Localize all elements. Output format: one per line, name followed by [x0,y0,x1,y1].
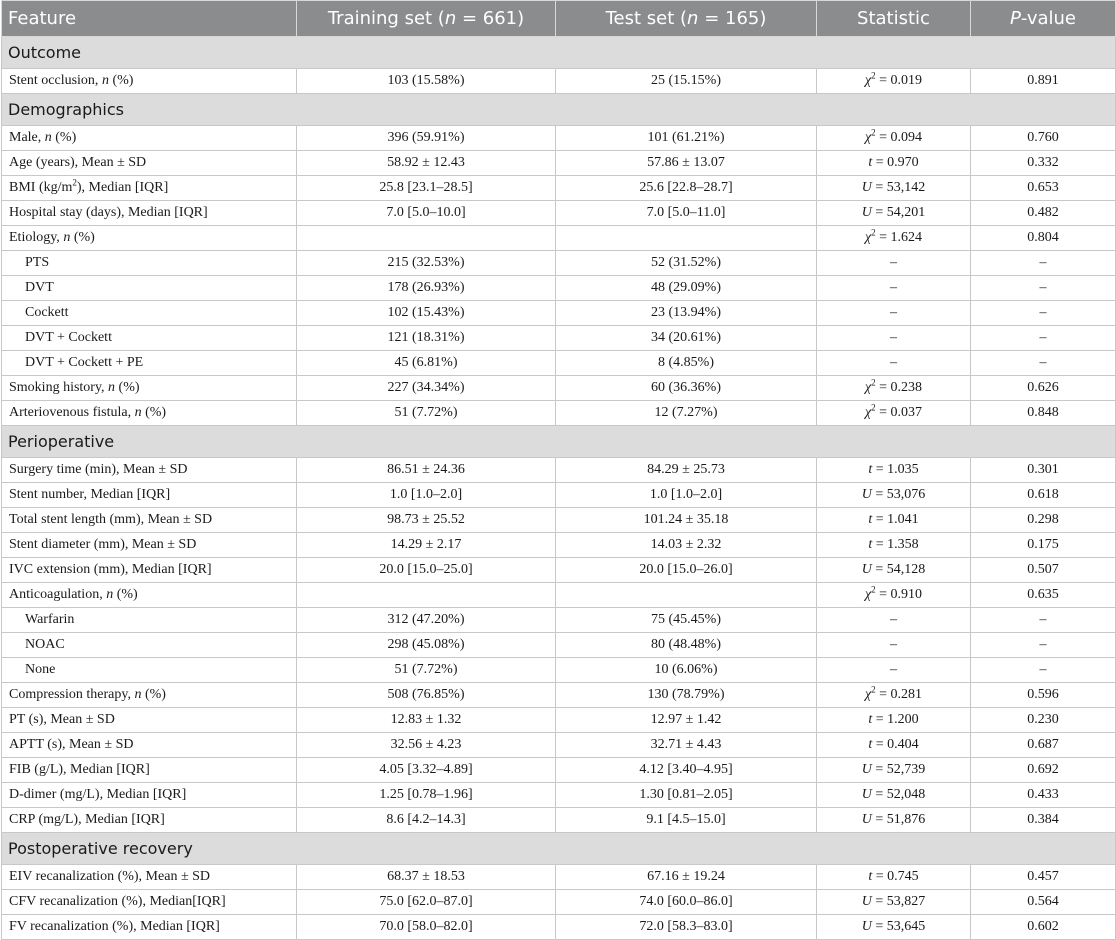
p-value-cell: 0.384 [971,808,1116,833]
feature-cell: APTT (s), Mean ± SD [2,733,297,758]
training-set-cell: 70.0 [58.0–82.0] [297,915,556,940]
table-row [2,708,1116,733]
p-value-cell: 0.298 [971,508,1116,533]
p-value-cell: 0.301 [971,458,1116,483]
statistic-cell: U = 54,128 [817,558,971,583]
table-header-row [2,1,1116,37]
training-set-cell: 20.0 [15.0–25.0] [297,558,556,583]
header-test-set: Test set (n = 165) [556,1,817,37]
test-set-cell: 130 (78.79%) [556,683,817,708]
table-row [2,276,1116,301]
table-row [2,226,1116,251]
statistic-cell: U = 53,645 [817,915,971,940]
table-row [2,865,1116,890]
table-row [2,758,1116,783]
test-set-cell: 84.29 ± 25.73 [556,458,817,483]
p-value-cell: 0.596 [971,683,1116,708]
training-set-cell: 51 (7.72%) [297,658,556,683]
test-set-cell: 14.03 ± 2.32 [556,533,817,558]
test-set-cell: 34 (20.61%) [556,326,817,351]
feature-cell: DVT + Cockett [2,326,297,351]
table-row [2,351,1116,376]
p-value-cell: 0.482 [971,201,1116,226]
training-set-cell: 12.83 ± 1.32 [297,708,556,733]
table-row [2,890,1116,915]
training-set-cell: 1.0 [1.0–2.0] [297,483,556,508]
test-set-cell: 75 (45.45%) [556,608,817,633]
training-set-cell: 298 (45.08%) [297,633,556,658]
p-value-cell: 0.692 [971,758,1116,783]
training-set-cell: 178 (26.93%) [297,276,556,301]
test-set-cell: 72.0 [58.3–83.0] [556,915,817,940]
feature-cell: Age (years), Mean ± SD [2,151,297,176]
training-set-cell: 508 (76.85%) [297,683,556,708]
statistic-cell: t = 1.358 [817,533,971,558]
header-training-set: Training set (n = 661) [297,1,556,37]
section-header-row [2,833,1116,865]
statistic-cell: – [817,658,971,683]
table-row [2,558,1116,583]
feature-cell: Stent occlusion, n (%) [2,69,297,94]
test-set-cell: 25 (15.15%) [556,69,817,94]
feature-cell: Arteriovenous fistula, n (%) [2,401,297,426]
p-value-cell: – [971,351,1116,376]
statistic-cell: – [817,351,971,376]
table-row [2,151,1116,176]
table-row [2,69,1116,94]
test-set-cell: 52 (31.52%) [556,251,817,276]
test-set-cell: 12.97 ± 1.42 [556,708,817,733]
table-row [2,251,1116,276]
feature-cell: CRP (mg/L), Median [IQR] [2,808,297,833]
statistic-cell: t = 1.041 [817,508,971,533]
p-value-cell: 0.564 [971,890,1116,915]
feature-cell: CFV recanalization (%), Median[IQR] [2,890,297,915]
feature-cell: IVC extension (mm), Median [IQR] [2,558,297,583]
statistic-cell: t = 0.745 [817,865,971,890]
p-value-cell: 0.635 [971,583,1116,608]
training-set-cell: 98.73 ± 25.52 [297,508,556,533]
training-set-cell: 215 (32.53%) [297,251,556,276]
test-set-cell: 74.0 [60.0–86.0] [556,890,817,915]
p-value-cell: 0.175 [971,533,1116,558]
statistic-cell: $\chi^2 = 0.094$ [817,126,971,151]
test-set-cell: 12 (7.27%) [556,401,817,426]
statistic-cell: t = 0.404 [817,733,971,758]
test-set-cell: 8 (4.85%) [556,351,817,376]
statistic-cell: U = 53,827 [817,890,971,915]
p-value-cell: 0.687 [971,733,1116,758]
section-header-row [2,37,1116,69]
p-value-cell: – [971,633,1116,658]
feature-cell: Total stent length (mm), Mean ± SD [2,508,297,533]
test-set-cell: 57.86 ± 13.07 [556,151,817,176]
feature-cell: NOAC [2,633,297,658]
feature-cell: EIV recanalization (%), Mean ± SD [2,865,297,890]
training-set-cell: 312 (47.20%) [297,608,556,633]
training-set-cell: 227 (34.34%) [297,376,556,401]
table-row [2,201,1116,226]
training-set-cell: 4.05 [3.32–4.89] [297,758,556,783]
p-value-cell: 0.891 [971,69,1116,94]
statistic-cell: U = 51,876 [817,808,971,833]
statistic-cell: t = 0.970 [817,151,971,176]
table-row [2,458,1116,483]
p-value-cell: 0.618 [971,483,1116,508]
test-set-cell: 10 (6.06%) [556,658,817,683]
test-set-cell: 20.0 [15.0–26.0] [556,558,817,583]
test-set-cell: 7.0 [5.0–11.0] [556,201,817,226]
feature-cell: Anticoagulation, n (%) [2,583,297,608]
p-value-cell: 0.433 [971,783,1116,808]
section-title: Outcome [2,37,1116,69]
statistic-cell: U = 52,739 [817,758,971,783]
feature-cell: Compression therapy, n (%) [2,683,297,708]
table-row [2,658,1116,683]
p-value-cell: 0.848 [971,401,1116,426]
training-set-cell: 86.51 ± 24.36 [297,458,556,483]
section-title: Demographics [2,94,1116,126]
p-value-cell: 0.626 [971,376,1116,401]
p-value-cell: – [971,326,1116,351]
table-row [2,808,1116,833]
test-set-cell: 67.16 ± 19.24 [556,865,817,890]
statistic-cell: – [817,326,971,351]
test-set-cell: 60 (36.36%) [556,376,817,401]
p-value-cell: 0.653 [971,176,1116,201]
test-set-cell: 32.71 ± 4.43 [556,733,817,758]
training-set-cell: 396 (59.91%) [297,126,556,151]
feature-cell: Hospital stay (days), Median [IQR] [2,201,297,226]
header-p-value: P-value [971,1,1116,37]
training-set-cell: 8.6 [4.2–14.3] [297,808,556,833]
statistic-cell: t = 1.200 [817,708,971,733]
feature-cell: Stent diameter (mm), Mean ± SD [2,533,297,558]
training-set-cell [297,226,556,251]
feature-cell: FV recanalization (%), Median [IQR] [2,915,297,940]
training-set-cell: 51 (7.72%) [297,401,556,426]
test-set-cell: 48 (29.09%) [556,276,817,301]
feature-cell: Smoking history, n (%) [2,376,297,401]
section-title: Perioperative [2,426,1116,458]
training-set-cell: 103 (15.58%) [297,69,556,94]
section-header-row [2,426,1116,458]
table-row [2,126,1116,151]
feature-cell: PT (s), Mean ± SD [2,708,297,733]
p-value-cell: 0.804 [971,226,1116,251]
training-set-cell: 7.0 [5.0–10.0] [297,201,556,226]
statistic-cell: t = 1.035 [817,458,971,483]
p-value-cell: – [971,276,1116,301]
p-value-cell: 0.507 [971,558,1116,583]
test-set-cell: 1.30 [0.81–2.05] [556,783,817,808]
table-row [2,783,1116,808]
statistic-cell: U = 54,201 [817,201,971,226]
feature-cell: Warfarin [2,608,297,633]
p-value-cell: – [971,251,1116,276]
test-set-cell: 9.1 [4.5–15.0] [556,808,817,833]
training-set-cell: 121 (18.31%) [297,326,556,351]
statistic-cell: $\chi^2 = 0.910$ [817,583,971,608]
section-title: Postoperative recovery [2,833,1116,865]
statistic-cell: – [817,276,971,301]
p-value-cell: – [971,301,1116,326]
statistic-cell: $\chi^2 = 1.624$ [817,226,971,251]
baseline-characteristics-table [1,0,1116,940]
test-set-cell: 101.24 ± 35.18 [556,508,817,533]
feature-cell: Male, n (%) [2,126,297,151]
table-row [2,401,1116,426]
p-value-cell: 0.332 [971,151,1116,176]
statistic-cell: $\chi^2 = 0.238$ [817,376,971,401]
header-feature: Feature [2,1,297,37]
table-row [2,633,1116,658]
statistic-cell: – [817,608,971,633]
statistic-cell: – [817,251,971,276]
test-set-cell: 80 (48.48%) [556,633,817,658]
table-row [2,608,1116,633]
test-set-cell: 4.12 [3.40–4.95] [556,758,817,783]
p-value-cell: 0.760 [971,126,1116,151]
feature-cell: PTS [2,251,297,276]
test-set-cell: 25.6 [22.8–28.7] [556,176,817,201]
training-set-cell: 14.29 ± 2.17 [297,533,556,558]
table-row [2,683,1116,708]
section-header-row [2,94,1116,126]
statistic-cell: – [817,633,971,658]
training-set-cell: 68.37 ± 18.53 [297,865,556,890]
table-row [2,301,1116,326]
statistic-cell: – [817,301,971,326]
test-set-cell: 1.0 [1.0–2.0] [556,483,817,508]
statistic-cell: U = 52,048 [817,783,971,808]
training-set-cell: 102 (15.43%) [297,301,556,326]
p-value-cell: – [971,608,1116,633]
p-value-cell: 0.602 [971,915,1116,940]
feature-cell: DVT + Cockett + PE [2,351,297,376]
table-row [2,326,1116,351]
test-set-cell [556,226,817,251]
statistic-cell: $\chi^2 = 0.037$ [817,401,971,426]
training-set-cell: 25.8 [23.1–28.5] [297,176,556,201]
feature-cell: Cockett [2,301,297,326]
statistic-cell: $\chi^2 = 0.281$ [817,683,971,708]
header-statistic: Statistic [817,1,971,37]
table-row [2,508,1116,533]
test-set-cell: 101 (61.21%) [556,126,817,151]
p-value-cell: 0.457 [971,865,1116,890]
feature-cell: BMI $(kg/m^2)$, Median [IQR] [2,176,297,201]
feature-cell: None [2,658,297,683]
training-set-cell [297,583,556,608]
table-body [2,37,1116,940]
test-set-cell [556,583,817,608]
table-row [2,533,1116,558]
feature-cell: D-dimer (mg/L), Median [IQR] [2,783,297,808]
table-row [2,583,1116,608]
statistic-cell: U = 53,142 [817,176,971,201]
feature-cell: DVT [2,276,297,301]
feature-cell: FIB (g/L), Median [IQR] [2,758,297,783]
training-set-cell: 58.92 ± 12.43 [297,151,556,176]
test-set-cell: 23 (13.94%) [556,301,817,326]
feature-cell: Stent number, Median [IQR] [2,483,297,508]
table-row [2,733,1116,758]
training-set-cell: 45 (6.81%) [297,351,556,376]
training-set-cell: 75.0 [62.0–87.0] [297,890,556,915]
table-row [2,176,1116,201]
table-row [2,483,1116,508]
feature-cell: Etiology, n (%) [2,226,297,251]
statistic-cell: $\chi^2 = 0.019$ [817,69,971,94]
training-set-cell: 1.25 [0.78–1.96] [297,783,556,808]
training-set-cell: 32.56 ± 4.23 [297,733,556,758]
table-row [2,376,1116,401]
p-value-cell: 0.230 [971,708,1116,733]
statistic-cell: U = 53,076 [817,483,971,508]
feature-cell: Surgery time (min), Mean ± SD [2,458,297,483]
p-value-cell: – [971,658,1116,683]
